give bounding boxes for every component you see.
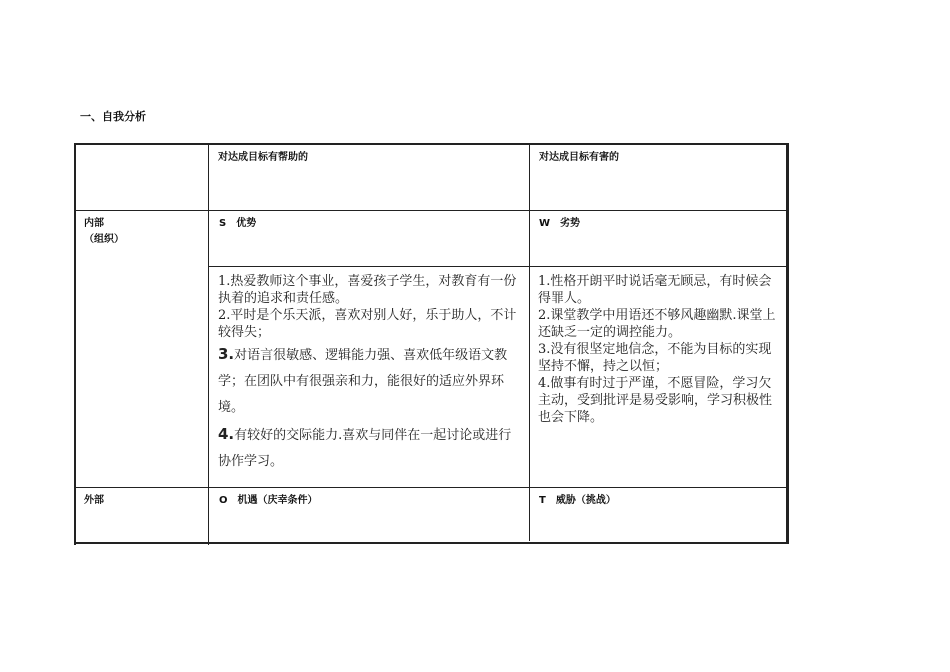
opportunities-label: O 机遇（庆幸条件）: [219, 495, 318, 506]
strength-item-4-num: 4.: [218, 425, 235, 443]
table-right-border: [786, 143, 789, 544]
col-divider-1: [208, 143, 209, 545]
strength-item-1: 1.热爱教师这个事业，喜爱孩子学生，对教育有一份执着的追求和责任感。: [218, 274, 517, 306]
strength-item-3-text: 对语言很敏感、逻辑能力强、喜欢低年级语文教学；在团队中有很强亲和力，能很好的适应外界环境。: [218, 348, 508, 415]
internal-row-label: [84, 216, 124, 248]
internal-label-line1: 内部: [84, 218, 104, 229]
strength-item-3: [218, 341, 524, 421]
weakness-item-4: 4.做事有时过于严谨，不愿冒险，学习欠主动，受到批评是易受影响，学习积极性也会下降。: [538, 376, 773, 425]
strength-item-4: [218, 421, 524, 475]
header-helpful: 对达成目标有帮助的: [218, 152, 308, 163]
table-left-border: [74, 143, 76, 545]
weaknesses-list: [538, 273, 784, 426]
strength-item-4-text: 有较好的交际能力.喜欢与同伴在一起讨论或进行协作学习。: [218, 428, 512, 469]
strengths-list: [218, 273, 524, 475]
weaknesses-label: W 劣势: [539, 218, 581, 229]
section-heading: 一、自我分析: [80, 110, 146, 123]
weakness-item-2: 2.课堂教学中用语还不够风趣幽默.课堂上还缺乏一定的调控能力。: [538, 308, 776, 340]
row-divider-inner: [208, 266, 788, 267]
table-bottom-border: [74, 542, 789, 544]
threats-label: T 威胁（挑战）: [539, 495, 616, 506]
weakness-item-3: 3.没有很坚定地信念，不能为目标的实现坚持不懈，持之以恒；: [538, 342, 772, 374]
strength-item-2: 2.平时是个乐天派，喜欢对别人好，乐于助人，不计较得失；: [218, 308, 517, 340]
table-top-border: [74, 143, 789, 145]
internal-label-line2: （组织）: [84, 234, 124, 245]
strengths-label: S 优势: [219, 218, 257, 229]
row-divider-1: [74, 210, 788, 211]
col-divider-2: [529, 143, 530, 541]
row-divider-2: [74, 487, 788, 488]
external-row-label: 外部: [84, 495, 104, 506]
weakness-item-1: 1.性格开朗平时说话毫无顾忌，有时候会得罪人。: [538, 274, 772, 306]
strength-item-3-num: 3.: [218, 345, 235, 363]
header-harmful: 对达成目标有害的: [539, 152, 619, 163]
